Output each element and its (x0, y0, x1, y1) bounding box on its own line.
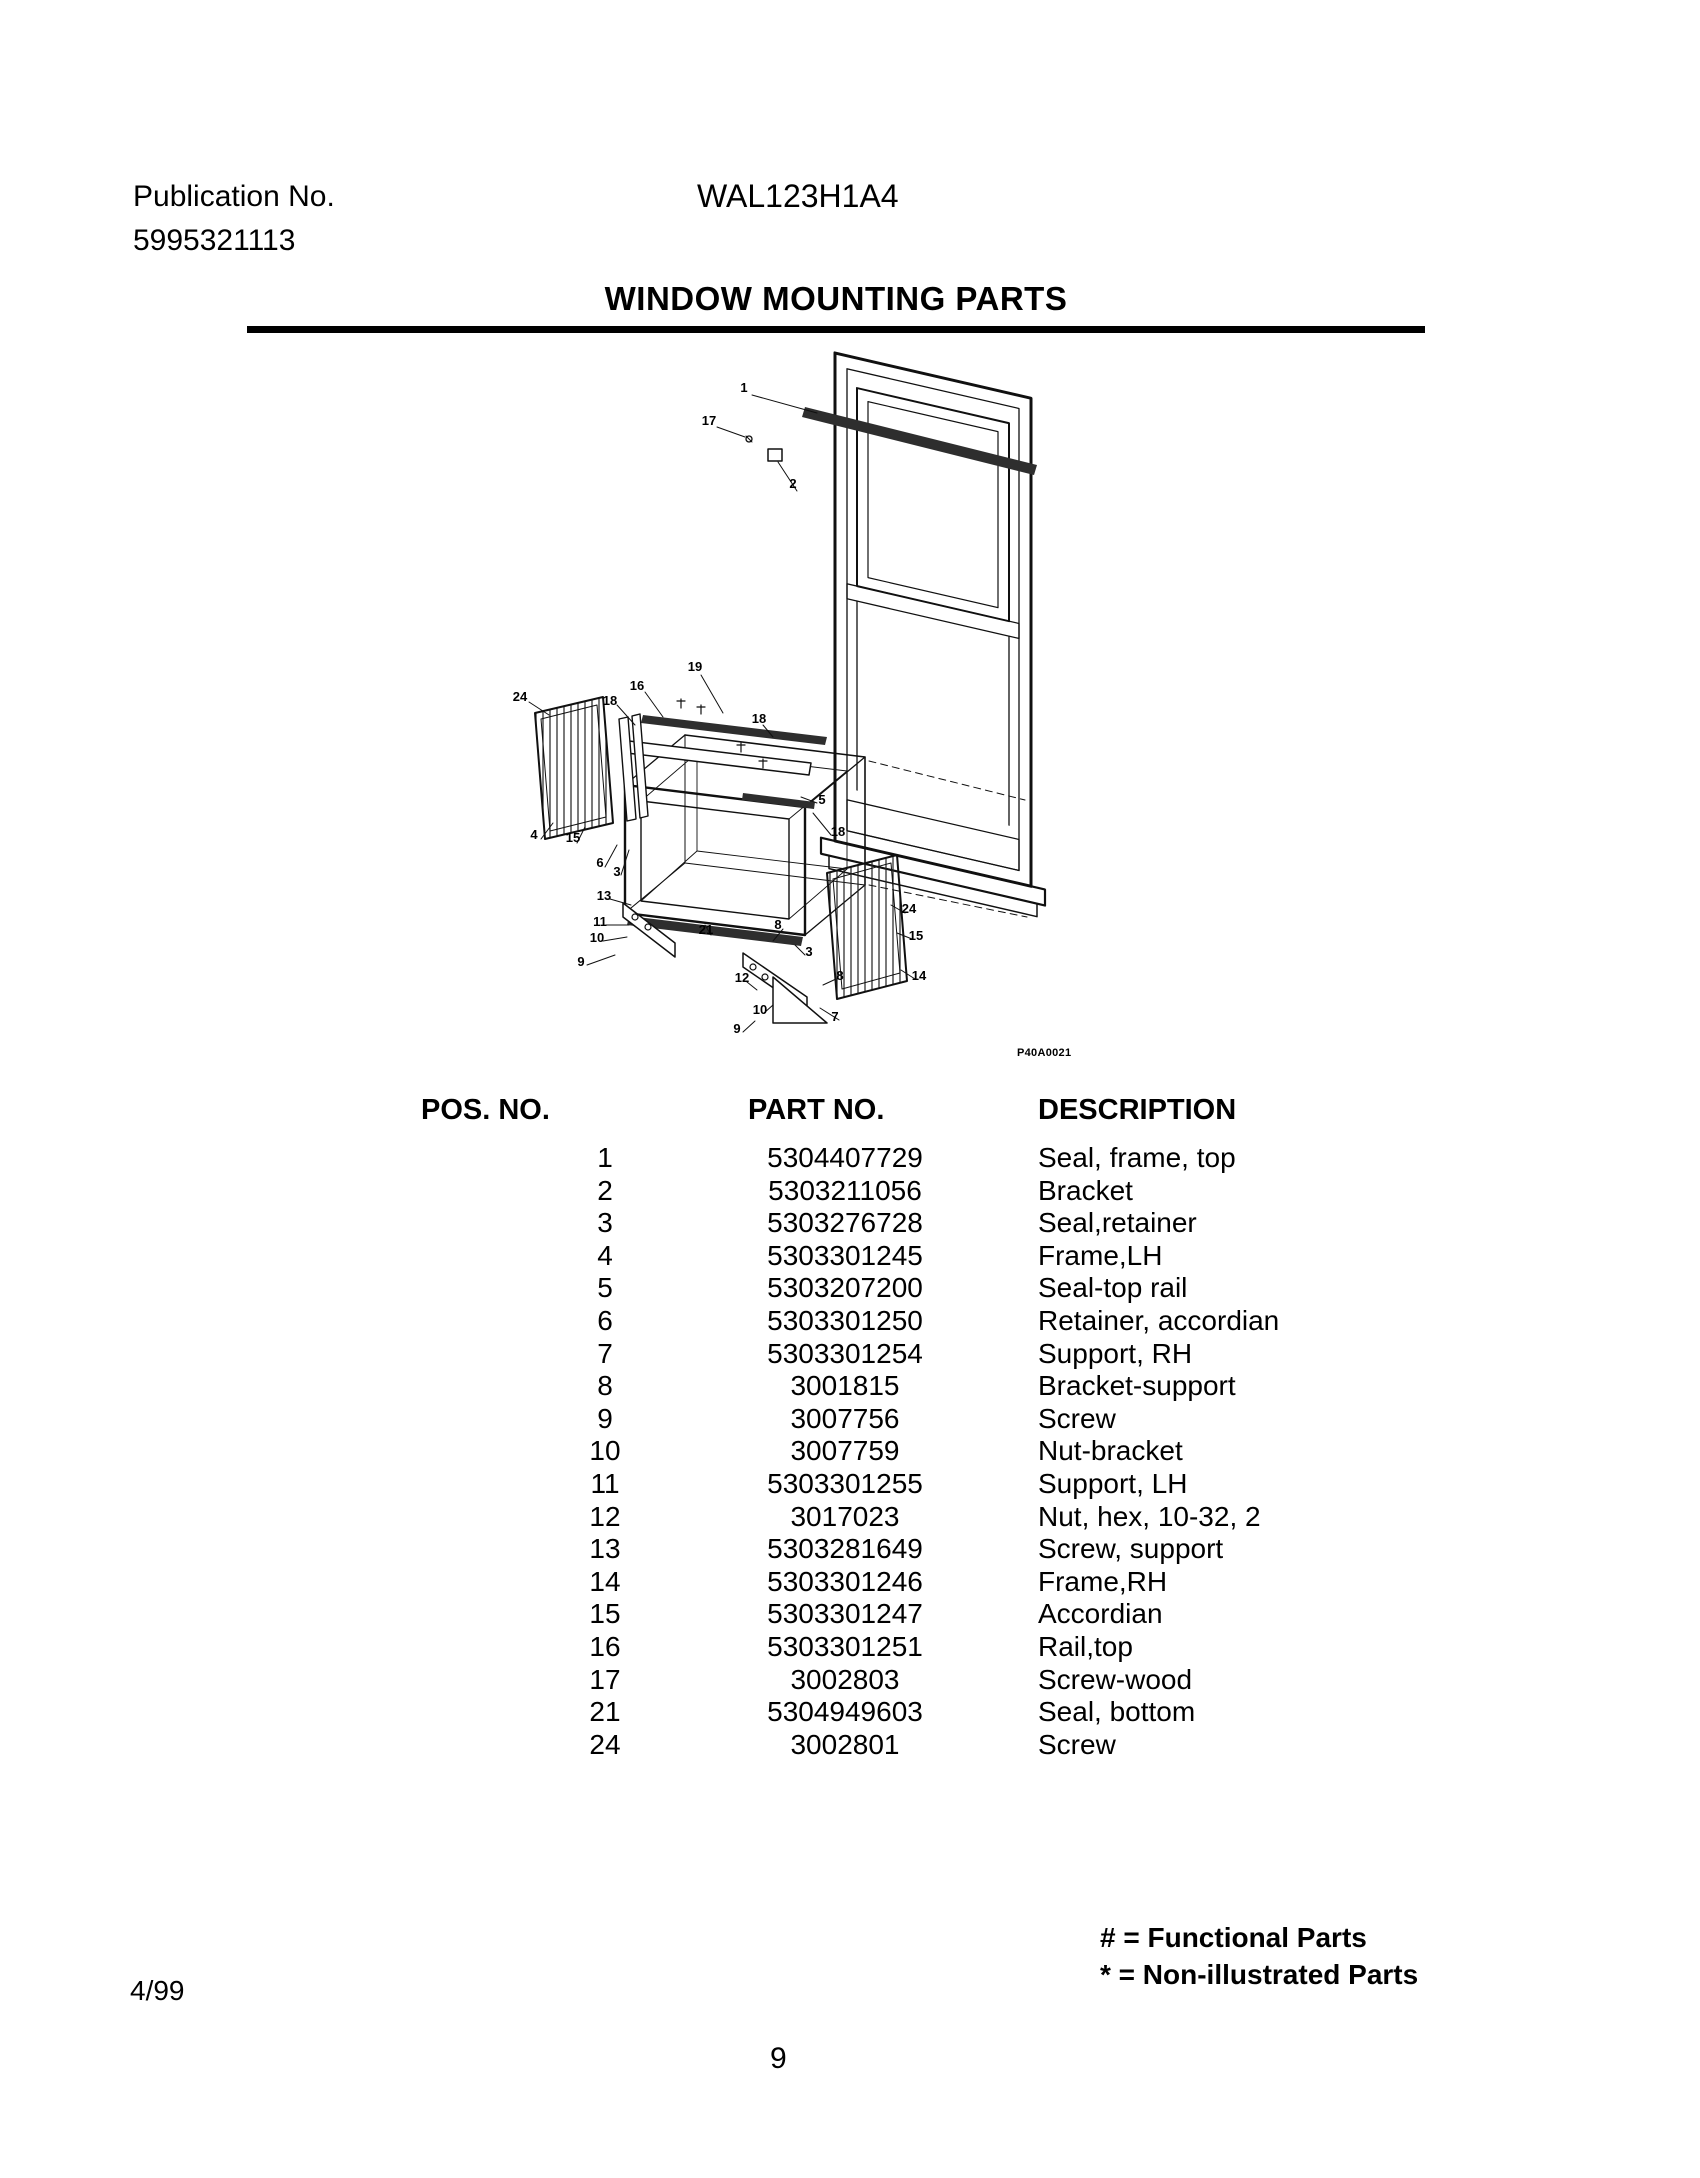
callout-21: 21 (698, 921, 714, 937)
part-no-cell: 5304949603 (767, 1696, 923, 1728)
pos-no-cell: 10 (589, 1435, 621, 1467)
table-row (0, 1240, 1700, 1273)
table-row (0, 1533, 1700, 1566)
callout-6: 6 (596, 854, 604, 870)
part-no-cell: 3001815 (790, 1370, 900, 1402)
pos-no-cell: 24 (589, 1728, 621, 1760)
description-cell: Accordian (1038, 1598, 1163, 1630)
callout-12: 12 (734, 969, 750, 985)
callout-3: 3 (613, 863, 621, 879)
pos-no-cell: 21 (589, 1696, 621, 1728)
pos-no-cell: 6 (597, 1304, 613, 1336)
description-cell: Bracket-support (1038, 1370, 1236, 1402)
callout-13: 13 (596, 887, 612, 903)
publication-label: Publication No. (133, 180, 335, 213)
part-no-cell: 5303207200 (767, 1272, 923, 1304)
description-cell: Nut, hex, 10-32, 2 (1038, 1500, 1261, 1532)
col-header-pos-no: POS. NO. (421, 1094, 550, 1126)
callout-8: 8 (836, 967, 844, 983)
part-no-cell: 5303301247 (767, 1598, 923, 1630)
part-no-cell: 5303301246 (767, 1565, 923, 1597)
description-cell: Seal, frame, top (1038, 1142, 1236, 1173)
description-cell: Support, LH (1038, 1467, 1188, 1499)
parts-table-body (0, 1142, 1700, 1761)
description-cell: Seal, bottom (1038, 1696, 1196, 1728)
part-no-cell: 3007759 (790, 1435, 900, 1467)
part-no-cell: 5303281649 (767, 1533, 923, 1565)
description-cell: Bracket (1038, 1174, 1133, 1206)
callout-10: 10 (589, 929, 605, 945)
part-no-cell: 5303301245 (767, 1239, 923, 1271)
callout-5: 5 (818, 791, 826, 807)
exploded-parts-diagram (505, 345, 1072, 1075)
table-row (0, 1207, 1700, 1240)
footnote-non-illustrated-parts: * = Non-illustrated Parts (1100, 1959, 1419, 1990)
table-row (0, 1338, 1700, 1371)
part-no-cell: 5303301250 (767, 1304, 923, 1336)
callout-14: 14 (911, 967, 927, 983)
diagram-callouts (505, 345, 1065, 1075)
callout-2: 2 (789, 475, 797, 491)
callout-24: 24 (901, 900, 917, 916)
callout-8: 8 (774, 916, 782, 932)
description-cell: Retainer, accordian (1038, 1304, 1280, 1336)
description-cell: Rail,top (1038, 1630, 1133, 1662)
page-title: WINDOW MOUNTING PARTS (604, 280, 1068, 317)
pos-no-cell: 14 (589, 1565, 621, 1597)
title-rule (247, 326, 1425, 333)
table-row (0, 1598, 1700, 1631)
callout-18: 18 (602, 692, 618, 708)
description-cell: Nut-bracket (1038, 1435, 1183, 1467)
table-row (0, 1370, 1700, 1403)
table-row (0, 1272, 1700, 1305)
callout-18: 18 (830, 823, 846, 839)
callout-3: 3 (805, 943, 813, 959)
table-row (0, 1729, 1700, 1762)
table-row (0, 1435, 1700, 1468)
part-no-cell: 3002803 (790, 1663, 900, 1695)
callout-11: 11 (593, 913, 607, 929)
col-header-description: DESCRIPTION (1038, 1094, 1237, 1126)
pos-no-cell: 1 (597, 1142, 613, 1173)
date-code: 4/99 (130, 1975, 185, 2006)
callout-9: 9 (733, 1020, 741, 1036)
pos-no-cell: 8 (597, 1370, 613, 1402)
part-no-cell: 5303211056 (768, 1174, 922, 1206)
publication-number: 5995321113 (133, 224, 296, 257)
description-cell: Support, RH (1038, 1337, 1193, 1369)
table-row (0, 1501, 1700, 1534)
part-no-cell: 3007756 (790, 1402, 900, 1434)
col-header-part-no: PART NO. (748, 1094, 885, 1126)
description-cell: Screw-wood (1038, 1663, 1193, 1695)
pos-no-cell: 3 (597, 1207, 613, 1239)
callout-18: 18 (751, 710, 767, 726)
part-no-cell: 3002801 (790, 1728, 900, 1760)
pos-no-cell: 2 (597, 1174, 613, 1206)
description-cell: Screw (1038, 1402, 1116, 1434)
callout-10: 10 (752, 1001, 768, 1017)
callout-17: 17 (701, 412, 717, 428)
part-no-cell: 5303276728 (767, 1207, 923, 1239)
part-no-cell: 5303301254 (767, 1337, 923, 1369)
pos-no-cell: 11 (590, 1467, 620, 1499)
table-row (0, 1664, 1700, 1697)
callout-4: 4 (530, 826, 538, 842)
pos-no-cell: 16 (589, 1630, 621, 1662)
callout-1: 1 (740, 379, 748, 395)
table-row (0, 1566, 1700, 1599)
description-cell: Frame,RH (1038, 1565, 1168, 1597)
callout-15: 15 (565, 829, 581, 845)
description-cell: Seal,retainer (1038, 1207, 1197, 1239)
page-number: 9 (770, 2042, 787, 2075)
table-row (0, 1175, 1700, 1208)
pos-no-cell: 15 (589, 1598, 621, 1630)
parts-table-header (0, 1094, 1700, 1130)
diagram-code: P40A0021 (1017, 1047, 1072, 1059)
table-row (0, 1696, 1700, 1729)
pos-no-cell: 17 (589, 1663, 621, 1695)
model-number: WAL123H1A4 (697, 178, 899, 214)
part-no-cell: 5303301255 (767, 1467, 923, 1499)
part-no-cell: 5303301251 (767, 1630, 923, 1662)
callout-16: 16 (629, 677, 645, 693)
part-no-cell: 5304407729 (767, 1142, 923, 1173)
callout-24: 24 (512, 688, 528, 704)
description-cell: Frame,LH (1038, 1239, 1163, 1271)
pos-no-cell: 7 (597, 1337, 613, 1369)
description-cell: Seal-top rail (1038, 1272, 1188, 1304)
callout-19: 19 (687, 658, 703, 674)
description-cell: Screw (1038, 1728, 1116, 1760)
table-row (0, 1403, 1700, 1436)
table-row (0, 1142, 1700, 1175)
part-no-cell: 3017023 (790, 1500, 900, 1532)
table-row (0, 1631, 1700, 1664)
pos-no-cell: 4 (597, 1239, 613, 1271)
table-row (0, 1468, 1700, 1501)
callout-15: 15 (908, 927, 924, 943)
table-row (0, 1305, 1700, 1338)
callout-7: 7 (831, 1008, 839, 1024)
footnote-functional-parts: # = Functional Parts (1100, 1922, 1367, 1953)
pos-no-cell: 9 (597, 1402, 613, 1434)
callout-9: 9 (577, 953, 585, 969)
pos-no-cell: 13 (589, 1533, 621, 1565)
pos-no-cell: 12 (589, 1500, 621, 1532)
description-cell: Screw, support (1038, 1533, 1224, 1565)
pos-no-cell: 5 (597, 1272, 613, 1304)
